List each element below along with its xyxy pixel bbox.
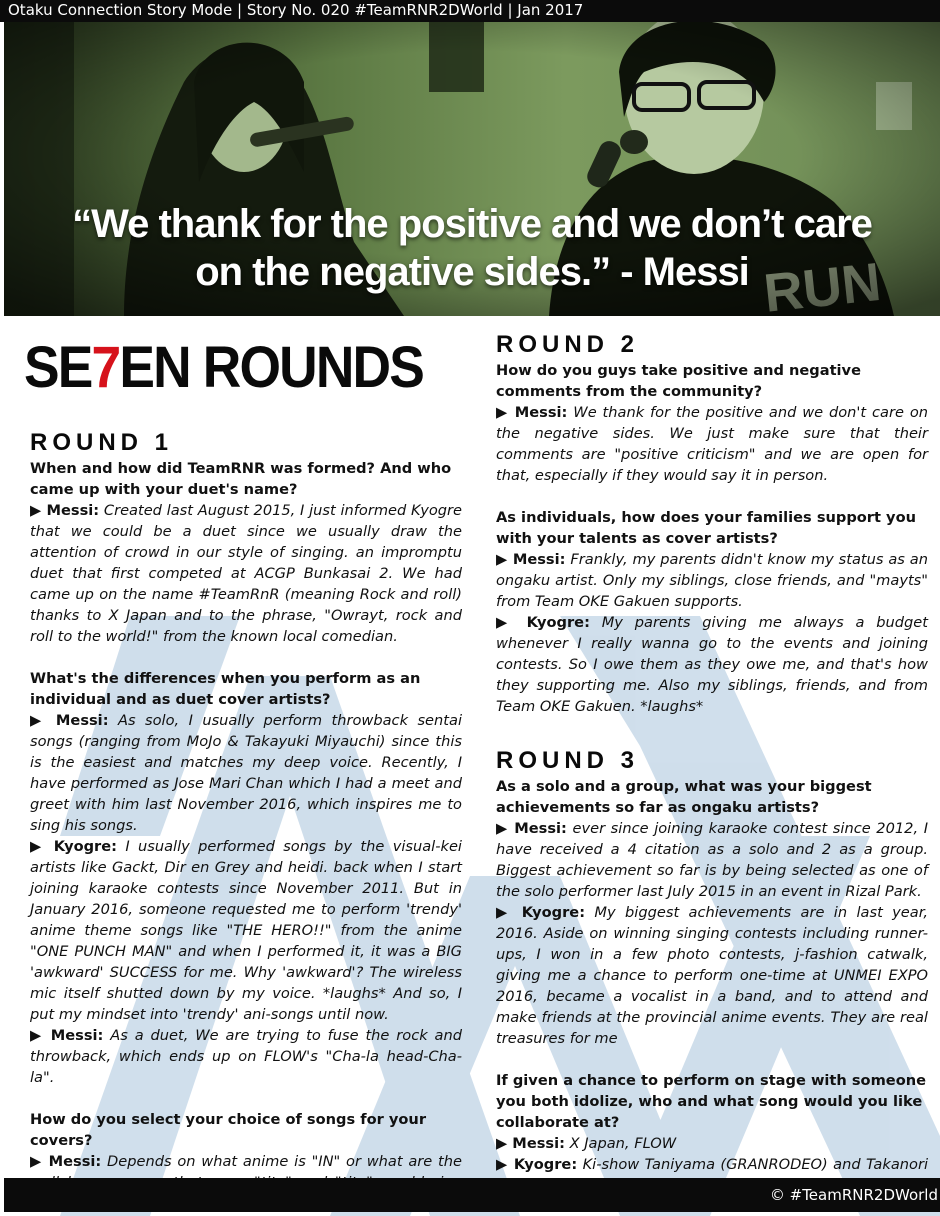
question: How do you select your choice of songs for your covers? bbox=[30, 1111, 427, 1149]
title-post: EN ROUNDS bbox=[119, 335, 423, 400]
header-text: Otaku Connection Story Mode | Story No. 020 #TeamRNR2DWorld | Jan 2017 bbox=[8, 1, 584, 19]
answer-speaker: ▶ Messi: bbox=[30, 1027, 104, 1044]
round-3-heading: ROUND 3 bbox=[496, 747, 640, 774]
answer bbox=[30, 836, 462, 1025]
answer-speaker: ▶ Messi: bbox=[496, 551, 566, 568]
question: If given a chance to perform on stage with someone you both idolize, who and what song would you like collaborate at? bbox=[496, 1072, 927, 1131]
question: As a solo and a group, what was your biggest achievements so far as ongaku artists? bbox=[496, 778, 872, 816]
question: When and how did TeamRNR was formed? And who came up with your duet's name? bbox=[30, 460, 452, 498]
answer-text: Ki-show Taniyama (GRANRODEO) and Takanori bbox=[582, 1156, 928, 1173]
hero-photo bbox=[4, 22, 940, 316]
answer bbox=[30, 710, 462, 836]
answer-speaker: ▶ Kyogre: bbox=[496, 1156, 578, 1173]
answer-speaker: ▶ Kyogre: bbox=[496, 904, 586, 921]
answer bbox=[496, 1133, 928, 1154]
answer-text: Created last August 2015, I just informed Kyogre that we could be a duet since we usually draw the attention of crowd in our style of singing. an impromptu duet that first competed at ACGP Bunkasai 2. We had came up on the name #TeamRnR (meaning Rock and roll) thanks to X Japan and to the phrase, "Owrayt, rock and roll to the world!" from the known local comedian. bbox=[30, 502, 463, 645]
answer bbox=[496, 402, 928, 486]
answer-speaker: ▶ Messi: bbox=[496, 1135, 565, 1152]
footer-bar bbox=[4, 1178, 940, 1212]
answer-speaker: ▶ Kyogre: bbox=[30, 838, 117, 855]
answer-text: My parents giving me always a budget whenever I really wanna go to the events and joining contests. So I owe them as they owe me, and that's how they supporting me. Also my siblings, friends, and from Team OKE Gakuen. *laughs* bbox=[496, 614, 928, 715]
answer-text: Depends on what anime is "IN" or what are the bbox=[107, 1153, 463, 1170]
answer-text: As a duet, We are trying to fuse the rock and throwback, which ends up on FLOW's "Cha-la head-Cha-la". bbox=[30, 1027, 462, 1086]
answer-speaker: ▶ Messi: bbox=[496, 820, 567, 837]
question: How do you guys take positive and negative comments from the community? bbox=[496, 362, 861, 400]
answer bbox=[496, 549, 928, 612]
right-column bbox=[496, 330, 928, 1196]
answer bbox=[30, 1025, 462, 1088]
question: As individuals, how does your families support you with your talents as cover artists? bbox=[496, 509, 916, 547]
page-title bbox=[24, 336, 427, 400]
answer-text: My biggest achievements are in last year, 2016. Aside on winning singing contests including runner-ups, I won in a few photo contests, j-fashion catwalk, giving me a chance to perform one-time at UNMEI EXPO 2016, became a vocalist in a band, and to attend and make friends at the provincial anime events. They are real treasures for me bbox=[496, 904, 929, 1047]
answer bbox=[30, 500, 462, 647]
answer bbox=[496, 902, 928, 1049]
title-pre: SE bbox=[24, 335, 92, 400]
left-column bbox=[24, 330, 463, 1214]
hero-quote bbox=[4, 200, 940, 296]
answer-speaker: ▶ Messi: bbox=[496, 404, 568, 421]
answer-speaker: ▶ Messi: bbox=[30, 502, 100, 519]
answer-text: X Japan, FLOW bbox=[569, 1135, 677, 1152]
answer bbox=[496, 612, 928, 717]
answer-text: ever since joining karaoke contest since 2012, I have received a 4 citation as a solo and 2 as a group. Biggest achievement so far is by being selected as one of the solo performer last July 2015 in an event in Rizal Park. bbox=[496, 820, 929, 900]
answer bbox=[496, 818, 928, 902]
answer-speaker: ▶ Messi: bbox=[30, 712, 109, 729]
answer-text: I usually performed songs by the visual-kei artists like Gackt, Dir en Grey and heidi. back when I start joining karaoke contests since November 2011. But in January 2016, someone requested me to perform 'trendy' anime theme songs like "THE HERO!!" from the anime "ONE PUNCH MAN" and when I performed it, it was a BIG 'awkward' SUCCESS for me. Why 'awkward'? The wireless mic itself shutted down by my voice. *laughs* And so, I put my mindset into 'trendy' ani-songs until now. bbox=[30, 838, 462, 1023]
hero-quote-line-2: on the negative sides.” - Messi bbox=[195, 250, 749, 294]
answer-speaker: ▶ Kyogre: bbox=[496, 614, 590, 631]
answer-text: As solo, I usually perform throwback sentai songs (ranging from MoJo & Takayuki Miyauchi) since this is the easiest and matches my deep voice. Recently, I have performed as Jose Mari Chan which I had a meet and greet with him last November 2016, which inspires me to sing his songs. bbox=[30, 712, 463, 834]
footer-text: © #TeamRNR2DWorld bbox=[769, 1186, 938, 1204]
round-2-heading: ROUND 2 bbox=[496, 331, 640, 358]
answer-text: Frankly, my parents didn't know my status as an ongaku artist. Only my siblings, close friends, and "mayts" from Team OKE Gakuen supports. bbox=[496, 551, 928, 610]
title-seven: 7 bbox=[91, 335, 120, 400]
answer-text: We thank for the positive and we don't care on the negative sides. We just make sure that their comments are "positive criticism" and we are open for that, especially if they would say it in person. bbox=[496, 404, 929, 484]
header-bar bbox=[0, 0, 940, 22]
hero-quote-line-1: “We thank for the positive and we don’t care bbox=[72, 202, 872, 246]
question: What's the differences when you perform as an individual and as duet cover artists? bbox=[30, 670, 421, 708]
answer-speaker: ▶ Messi: bbox=[30, 1153, 102, 1170]
round-1-heading: ROUND 1 bbox=[30, 429, 174, 456]
